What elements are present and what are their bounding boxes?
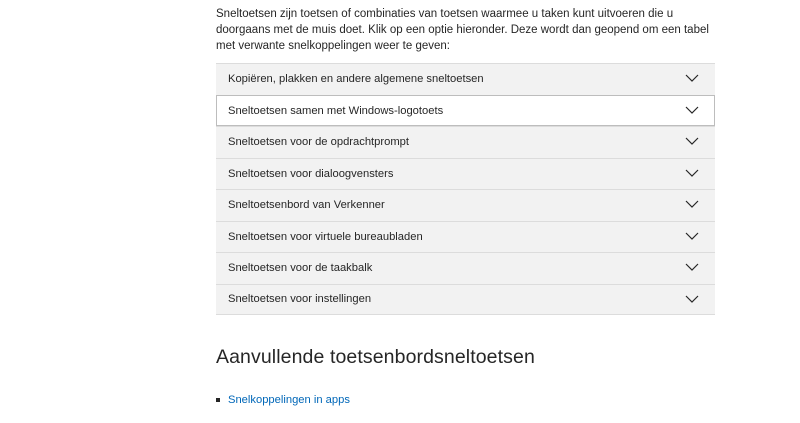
accordion-item-label: Sneltoetsen voor de opdrachtprompt — [228, 136, 409, 149]
chevron-down-icon — [685, 231, 699, 241]
accordion-item-label: Sneltoetsen voor de taakbalk — [228, 262, 373, 275]
accordion-item-label: Sneltoetsenbord van Verkenner — [228, 199, 385, 212]
accordion-item-label: Kopiëren, plakken en andere algemene sneltoetsen — [228, 73, 484, 86]
accordion-item-windows-logo[interactable] — [216, 95, 715, 127]
chevron-down-icon — [685, 199, 699, 209]
chevron-down-icon — [685, 294, 699, 304]
accordion-item-label: Sneltoetsen samen met Windows-logotoets — [228, 104, 444, 117]
accordion-item-taskbar[interactable] — [216, 252, 715, 284]
chevron-down-icon — [685, 136, 699, 146]
chevron-down-icon — [685, 105, 699, 115]
shortcut-accordion — [216, 63, 715, 315]
accordion-item-label: Sneltoetsen voor virtuele bureaubladen — [228, 230, 423, 243]
chevron-down-icon — [685, 262, 699, 272]
list-item — [216, 391, 350, 409]
accordion-item-settings[interactable] — [216, 284, 715, 316]
intro-paragraph: Sneltoetsen zijn toetsen of combinaties van toetsen waarmee u taken kunt uitvoeren die u doorgaans met de muis doet. Klik op een optie hieronder. Deze wordt dan geopend om een tabel met verwante snelkoppelingen weer te geven: — [216, 8, 709, 52]
chevron-down-icon — [685, 73, 699, 83]
accordion-item-dialogs[interactable] — [216, 158, 715, 190]
section-title: Aanvullende toetsenbordsneltoetsen — [216, 346, 535, 368]
accordion-item-label: Sneltoetsen voor dialoogvensters — [228, 167, 394, 180]
chevron-down-icon — [685, 168, 699, 178]
links-list — [216, 391, 350, 409]
accordion-item-general[interactable] — [216, 63, 715, 95]
bullet-icon — [216, 398, 220, 402]
accordion-item-label: Sneltoetsen voor instellingen — [228, 293, 372, 306]
accordion-item-command-prompt[interactable] — [216, 126, 715, 158]
link-shortcuts-in-apps[interactable]: Snelkoppelingen in apps — [228, 394, 350, 406]
accordion-item-explorer[interactable] — [216, 189, 715, 221]
accordion-item-virtual-desktops[interactable] — [216, 221, 715, 253]
